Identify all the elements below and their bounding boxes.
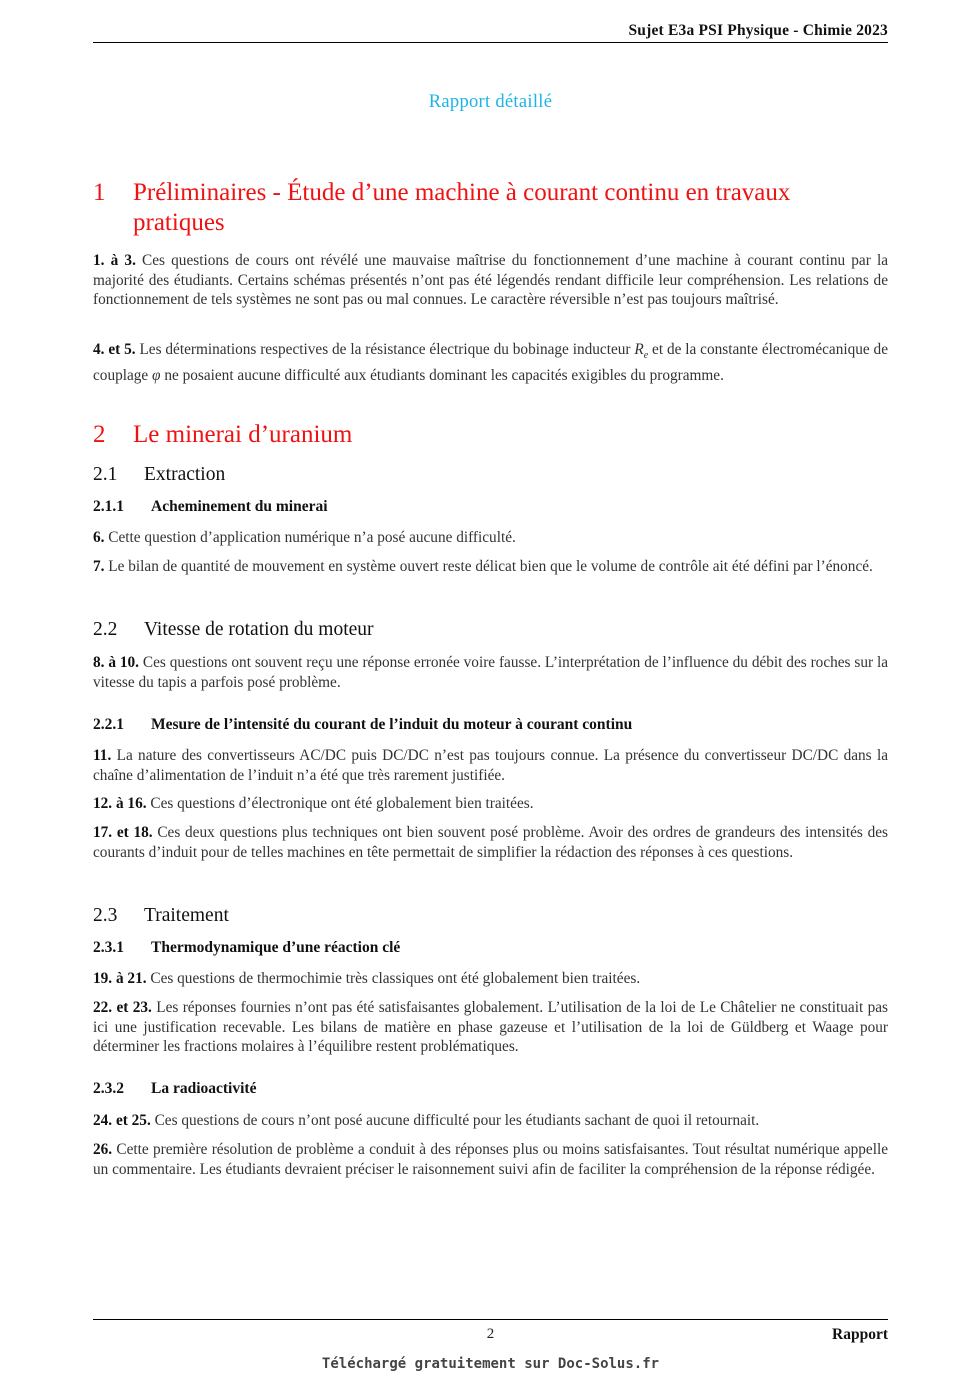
section-title: Le minerai d’uranium <box>133 421 353 448</box>
question-label: 8. à 10. <box>93 654 140 671</box>
paragraph-q6 <box>93 528 888 548</box>
subsubsection-number: 2.2.1 <box>93 716 124 733</box>
subsection-title: Traitement <box>144 905 229 926</box>
question-label: 17. et 18. <box>93 824 153 841</box>
subsubsection-2-3-1-heading <box>93 939 888 957</box>
section-number: 1 <box>93 179 106 206</box>
footer-label: Rapport <box>832 1326 888 1343</box>
paragraph-text: Le bilan de quantité de mouvement en système ouvert reste délicat bien que le volume de contrôle ait été défini par l’énoncé. <box>104 558 873 575</box>
header-title: Sujet E3a PSI Physique - Chimie 2023 <box>628 22 888 39</box>
page-number: 2 <box>486 1326 495 1342</box>
question-label: 24. et 25. <box>93 1112 151 1129</box>
paragraph-q4-5 <box>93 340 888 385</box>
subsection-title: Extraction <box>144 464 226 485</box>
section-2-heading <box>93 420 888 450</box>
paragraph-text: Les déterminations respectives de la résistance électrique du bobinage inducteur <box>135 341 635 358</box>
question-label: 6. <box>93 529 105 546</box>
section-1-heading <box>93 178 888 238</box>
section-number: 2 <box>93 421 106 448</box>
subsubsection-title: Thermodynamique d’une réaction clé <box>151 939 401 956</box>
paragraph-text: Les réponses fournies n’ont pas été satisfaisantes globalement. L’utilisation de la loi de Le Châtelier ne constituait pas ici une justification recevable. Les bilans de matière en phase gazeuse et l’utilisation de la loi de Güldberg et Waage pour déterminer les fractions molaires à l’équilibre restent problématiques. <box>93 999 888 1056</box>
subsubsection-2-1-1-heading <box>93 498 888 516</box>
paragraph-q1-3 <box>93 251 888 310</box>
subsection-title: Vitesse de rotation du moteur <box>144 619 374 640</box>
paragraph-q12-16 <box>93 794 888 814</box>
subsubsection-title: La radioactivité <box>151 1080 257 1097</box>
subsection-2-2-heading <box>93 619 888 641</box>
paragraph-q11 <box>93 746 888 785</box>
download-notice[interactable]: Téléchargé gratuitement sur Doc-Solus.fr <box>321 1356 660 1372</box>
subsubsection-2-2-1-heading <box>93 716 888 734</box>
math-symbol: φ <box>152 366 161 384</box>
subsection-number: 2.3 <box>93 905 118 926</box>
paragraph-text: et de la constante électromécanique de couplage <box>93 341 888 384</box>
question-label: 7. <box>93 558 105 575</box>
document-page <box>93 0 888 1387</box>
paragraph-q26 <box>93 1140 888 1179</box>
paragraph-q17-18 <box>93 823 888 862</box>
paragraph-text: Ces questions ont souvent reçu une réponse erronée voire fausse. L’interprétation de l’influence du débit des roches sur la vitesse du tapis a parfois posé problème. <box>93 654 889 691</box>
question-label: 11. <box>93 747 112 764</box>
paragraph-q7 <box>93 557 888 577</box>
subsubsection-number: 2.3.2 <box>93 1080 124 1097</box>
paragraph-text: Ces questions d’électronique ont été globalement bien traitées. <box>146 795 534 812</box>
subsubsection-number: 2.1.1 <box>93 498 124 515</box>
subsection-number: 2.2 <box>93 619 118 640</box>
question-label: 22. et 23. <box>93 999 152 1016</box>
paragraph-q22-23 <box>93 998 888 1057</box>
footer-divider <box>93 1319 888 1320</box>
report-title: Rapport détaillé <box>428 92 553 112</box>
math-symbol: R <box>634 341 644 358</box>
paragraph-text: Cette première résolution de problème a conduit à des réponses plus ou moins satisfaisantes. Tout résultat numérique appelle un commentaire. Les étudiants devraient préciser le raisonnement suivi afin de faciliter la compréhension de la réponse rédigée. <box>93 1141 888 1178</box>
math-subscript: e <box>643 350 649 362</box>
question-label: 1. à 3. <box>93 252 136 269</box>
paragraph-q24-25 <box>93 1111 888 1131</box>
section-title: Préliminaires - Étude d’une machine à courant continu en travaux pratiques <box>133 179 791 236</box>
paragraph-text: ne posaient aucune difficulté aux étudiants dominant les capacités exigibles du programme. <box>160 366 724 384</box>
paragraph-text: La nature des convertisseurs AC/DC puis DC/DC n’est pas toujours connue. La présence du convertisseur DC/DC dans la chaîne d’alimentation de l’induit n’a été que très rarement justifiée. <box>93 747 888 784</box>
question-label: 19. à 21. <box>93 970 147 987</box>
subsubsection-title: Mesure de l’intensité du courant de l’induit du moteur à courant continu <box>151 716 633 733</box>
paragraph-q8-10 <box>93 653 888 692</box>
page-header <box>93 20 888 43</box>
subsubsection-2-3-2-heading <box>93 1080 888 1098</box>
question-label: 26. <box>93 1141 113 1158</box>
subsection-number: 2.1 <box>93 464 118 485</box>
paragraph-text: Ces questions de thermochimie très classiques ont été globalement bien traitées. <box>146 970 641 987</box>
paragraph-text: Ces questions de cours n’ont posé aucune difficulté pour les étudiants sachant de quoi il retournait. <box>150 1112 760 1129</box>
question-label: 4. et 5. <box>93 341 136 358</box>
paragraph-text: Cette question d’application numérique n’a posé aucune difficulté. <box>104 529 516 546</box>
paragraph-text: Ces deux questions plus techniques ont bien souvent posé problème. Avoir des ordres de grandeurs des intensités des courants d’induit pour de telles machines en tête permettait de simplifier la rédaction des réponses à ces questions. <box>93 824 888 861</box>
question-label: 12. à 16. <box>93 795 147 812</box>
paragraph-q19-21 <box>93 969 888 989</box>
subsubsection-number: 2.3.1 <box>93 939 124 956</box>
subsection-2-1-heading <box>93 464 888 486</box>
subsubsection-title: Acheminement du minerai <box>151 498 328 515</box>
paragraph-text: Ces questions de cours ont révélé une mauvaise maîtrise du fonctionnement d’une machine à courant continu par la majorité des étudiants. Certains schémas présentés n’ont pas été légendés rendant difficile leur compréhension. Les relations de fonctionnement de tels systèmes ne sont pas ou mal connues. Le caractère réversible n’est pas toujours maîtrisé. <box>93 252 888 309</box>
subsection-2-3-heading <box>93 905 888 927</box>
